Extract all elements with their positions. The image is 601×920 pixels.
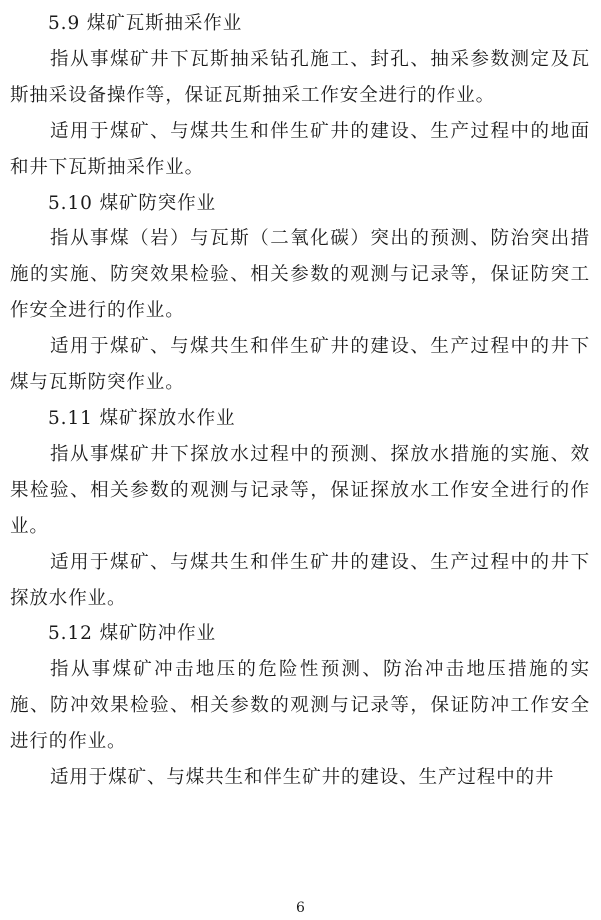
page-number: 6 (296, 900, 305, 916)
section-5-12-definition: 指从事煤矿冲击地压的危险性预测、防治冲击地压措施的实施、防冲效果检验、相关参数的观测与记录等，保证防冲工作安全进行的作业。 (10, 659, 590, 753)
section-5-10-scope: 适用于煤矿、与煤共生和伴生矿井的建设、生产过程中的井下煤与瓦斯防突作业。 (10, 336, 590, 394)
section-heading-5-10: 5.10 煤矿防突作业 (48, 192, 216, 214)
section-heading-5-12: 5.12 煤矿防冲作业 (48, 623, 216, 645)
section-5-9-scope: 适用于煤矿、与煤共生和伴生矿井的建设、生产过程中的地面和井下瓦斯抽采作业。 (10, 120, 590, 178)
section-5-12-scope: 适用于煤矿、与煤共生和伴生矿井的建设、生产过程中的井 (50, 767, 555, 789)
section-5-9-definition: 指从事煤矿井下瓦斯抽采钻孔施工、封孔、抽采参数测定及瓦斯抽采设备操作等，保证瓦斯抽采工作安全进行的作业。 (10, 48, 590, 106)
section-heading-5-11: 5.11 煤矿探放水作业 (48, 407, 236, 429)
section-5-10-definition: 指从事煤（岩）与瓦斯（二氧化碳）突出的预测、防治突出措施的实施、防突效果检验、相关参数的观测与记录等，保证防突工作安全进行的作业。 (10, 228, 590, 322)
page-content (10, 6, 590, 796)
section-5-11-scope: 适用于煤矿、与煤共生和伴生矿井的建设、生产过程中的井下探放水作业。 (10, 551, 590, 609)
section-heading-5-9: 5.9 煤矿瓦斯抽采作业 (48, 13, 243, 34)
section-5-11-definition: 指从事煤矿井下探放水过程中的预测、探放水措施的实施、效果检验、相关参数的观测与记录等，保证探放水工作安全进行的作业。 (10, 443, 590, 537)
